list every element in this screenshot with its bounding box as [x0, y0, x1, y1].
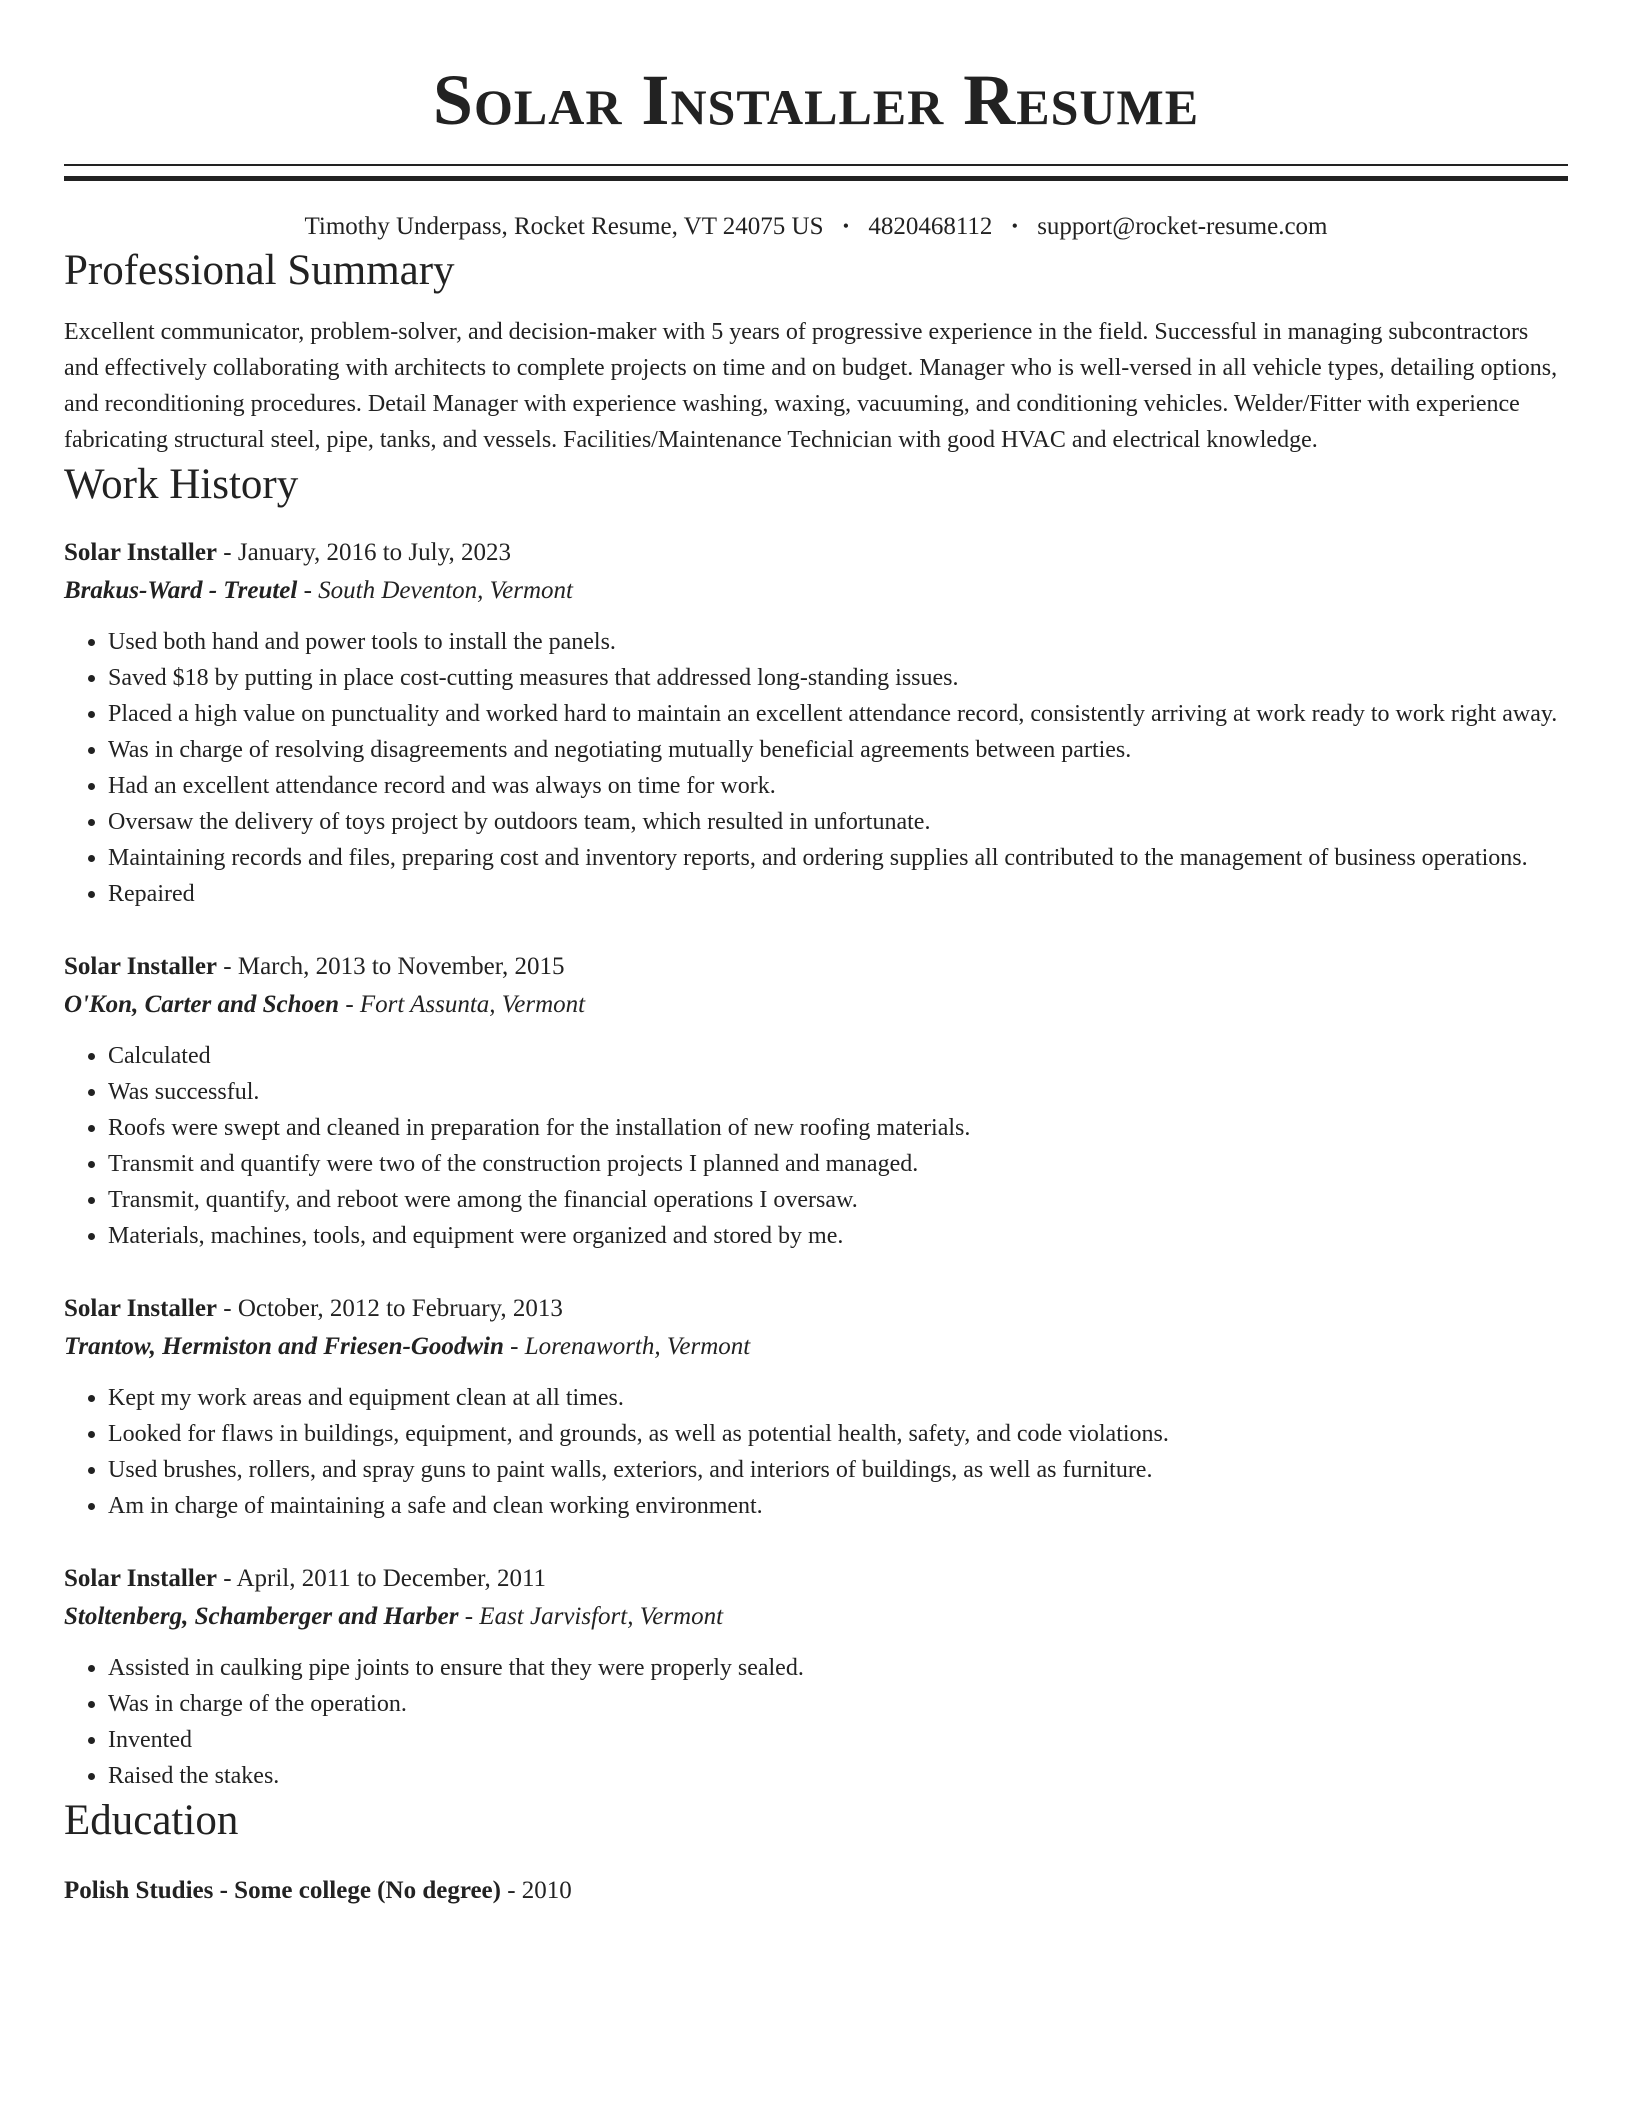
job-duties-list: [64, 1038, 1568, 1254]
job-title-line: [64, 1560, 1568, 1598]
duty-item: • Assisted in caulking pipe joints to ensure that they were properly sealed.: [108, 1650, 1568, 1686]
job-entry: [64, 948, 1568, 1254]
duty-item: • Invented: [108, 1722, 1568, 1758]
duty-item: • Saved $18 by putting in place cost-cutting measures that addressed long-standing issues.: [108, 660, 1568, 696]
job-location: - Fort Assunta, Vermont: [339, 991, 586, 1018]
contact-phone: 4820468112: [868, 213, 993, 240]
duty-item: • Transmit, quantify, and reboot were among the financial operations I oversaw.: [108, 1182, 1568, 1218]
job-location: - East Jarvisfort, Vermont: [458, 1603, 724, 1630]
duty-item: • Was in charge of the operation.: [108, 1686, 1568, 1722]
job-company: Stoltenberg, Schamberger and Harber: [64, 1603, 459, 1630]
duty-item: • Oversaw the delivery of toys project by outdoors team, which resulted in unfortunate.: [108, 804, 1568, 840]
job-duties-list: [64, 1380, 1568, 1524]
duty-item: • Calculated: [108, 1038, 1568, 1074]
job-title-line: [64, 948, 1568, 986]
job-entry: [64, 534, 1568, 912]
duty-item: • Kept my work areas and equipment clean at all times.: [108, 1380, 1568, 1416]
job-dates: - January, 2016 to July, 2023: [217, 539, 511, 566]
job-entry: [64, 1290, 1568, 1524]
job-company-line: [64, 1598, 1568, 1636]
contact-address: Timothy Underpass, Rocket Resume, VT 24075 US: [304, 213, 824, 240]
duty-item: • Materials, machines, tools, and equipment were organized and stored by me.: [108, 1218, 1568, 1254]
page-title: Solar Installer Resume: [432, 60, 1200, 140]
contact-line: [64, 209, 1568, 244]
contact-separator: •: [842, 216, 850, 236]
job-dates: - April, 2011 to December, 2011: [217, 1565, 547, 1592]
duty-item: • Had an excellent attendance record and was always on time for work.: [108, 768, 1568, 804]
duty-item: • Looked for flaws in buildings, equipment, and grounds, as well as potential health, safety, and code violations.: [108, 1416, 1568, 1452]
job-duties-list: [64, 624, 1568, 912]
duty-item: • Was successful.: [108, 1074, 1568, 1110]
duty-item: • Repaired: [108, 876, 1568, 912]
job-entry: [64, 1560, 1568, 1794]
job-company-line: [64, 572, 1568, 610]
title-divider: [64, 164, 1568, 181]
education-year: - 2010: [500, 1877, 572, 1904]
duty-item: • Roofs were swept and cleaned in preparation for the installation of new roofing materials.: [108, 1110, 1568, 1146]
job-location: - Lorenaworth, Vermont: [503, 1333, 751, 1360]
job-company-line: [64, 1328, 1568, 1366]
contact-separator: •: [1011, 216, 1018, 236]
job-role: Solar Installer: [64, 1565, 218, 1592]
job-company: O'Kon, Carter and Schoen: [64, 991, 340, 1018]
education-entry: [64, 1872, 1568, 1910]
job-dates: - October, 2012 to February, 2013: [217, 1295, 563, 1322]
duty-item: • Raised the stakes.: [108, 1758, 1568, 1794]
summary-heading: Professional Summary: [64, 247, 455, 294]
job-dates: - March, 2013 to November, 2015: [217, 953, 565, 980]
job-duties-list: [64, 1650, 1568, 1794]
job-company: Brakus-Ward - Treutel: [64, 577, 298, 604]
resume-page: [64, 0, 1568, 1910]
duty-item: • Was in charge of resolving disagreements and negotiating mutually beneficial agreements between parties.: [108, 732, 1568, 768]
job-role: Solar Installer: [64, 1295, 218, 1322]
work-history-heading: Work History: [64, 461, 299, 508]
job-company: Trantow, Hermiston and Friesen-Goodwin: [64, 1333, 504, 1360]
duty-item: • Used both hand and power tools to install the panels.: [108, 624, 1568, 660]
job-title-line: [64, 534, 1568, 572]
education-degree: Polish Studies - Some college (No degree): [64, 1877, 501, 1904]
summary-text: Excellent communicator, problem-solver, and decision-maker with 5 years of progressive experience in the field. Successful in managing subcontractors and effectively collaborating with architects to complete projects on time and on budget. Manager who is well-versed in all vehicle types, detailing options, and reconditioning procedures. Detail Manager with experience washing, waxing, vacuuming, and conditioning vehicles. Welder/Fitter with experience fabricating structural steel, pipe, tanks, and vessels. Facilities/Maintenance Technician with good HVAC and electrical knowledge.: [64, 319, 1558, 453]
job-company-line: [64, 986, 1568, 1024]
duty-item: • Am in charge of maintaining a safe and clean working environment.: [108, 1488, 1568, 1524]
job-title-line: [64, 1290, 1568, 1328]
duty-item: • Used brushes, rollers, and spray guns to paint walls, exteriors, and interiors of buildings, as well as furniture.: [108, 1452, 1568, 1488]
duty-item: • Placed a high value on punctuality and worked hard to maintain an excellent attendance record, consistently arriving at work ready to work right away.: [108, 696, 1568, 732]
job-location: - South Deventon, Vermont: [297, 577, 573, 604]
job-role: Solar Installer: [64, 953, 218, 980]
education-heading: Education: [64, 1797, 239, 1844]
duty-item: • Maintaining records and files, preparing cost and inventory reports, and ordering supplies all contributed to the management of business operations.: [108, 840, 1568, 876]
duty-item: • Transmit and quantify were two of the construction projects I planned and managed.: [108, 1146, 1568, 1182]
contact-email: support@rocket-resume.com: [1037, 213, 1328, 240]
job-role: Solar Installer: [64, 539, 218, 566]
